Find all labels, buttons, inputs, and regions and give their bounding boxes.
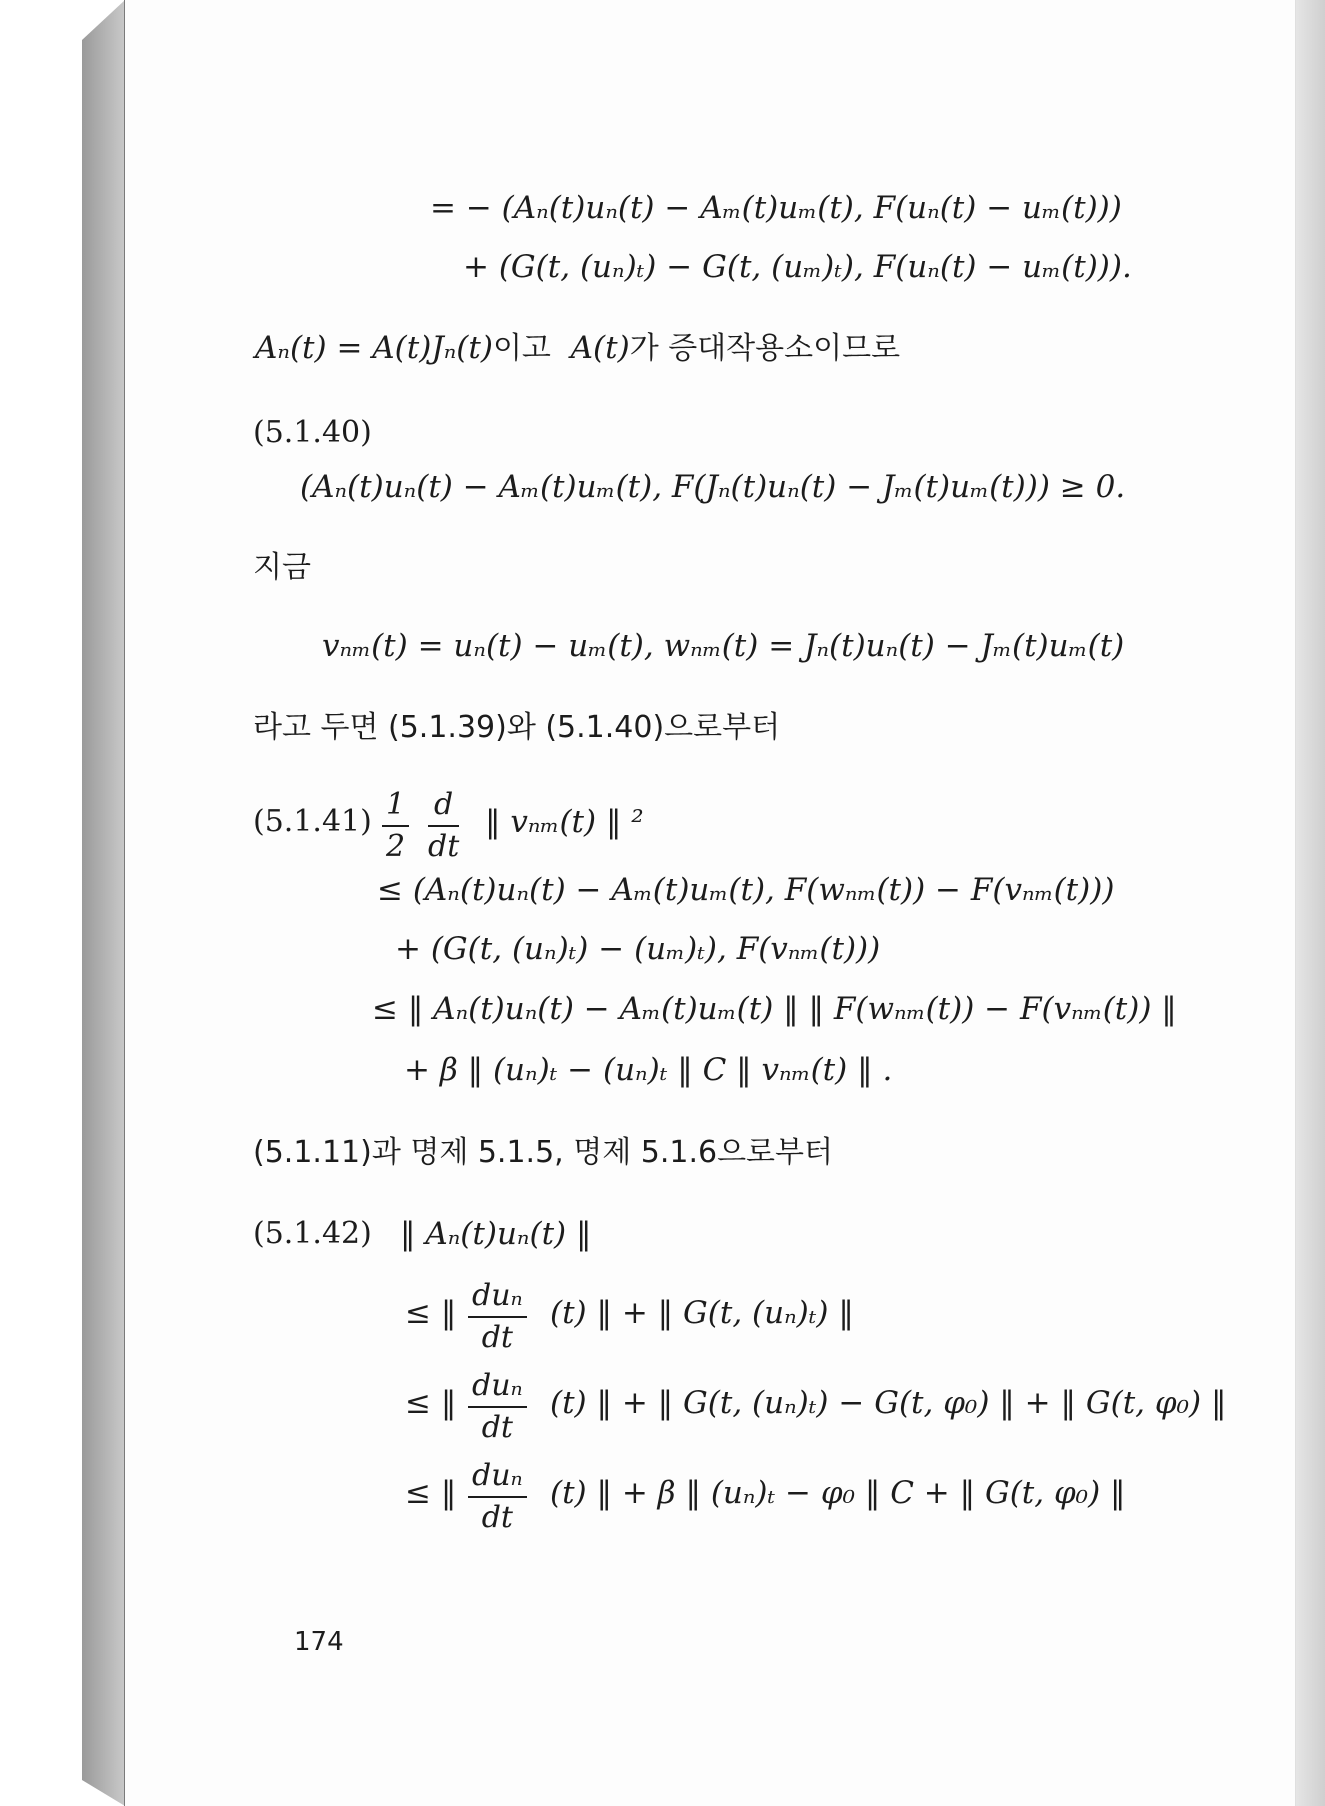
- equation-line: (t) ‖ + ‖ G(t, (uₙ)ₜ) ‖: [550, 1295, 854, 1331]
- korean-text: 가 증대작용소이므로: [629, 331, 901, 366]
- equation-number: (5.1.40): [253, 415, 372, 450]
- equation-line: ‖ Aₙ(t)uₙ(t) ‖: [400, 1216, 592, 1252]
- equation-number: (5.1.41): [253, 804, 372, 839]
- page-number: 174: [294, 1627, 344, 1657]
- inline-math: A(t): [570, 330, 630, 366]
- korean-text: 이고: [492, 331, 551, 366]
- fraction-one-half: 1 2: [382, 787, 409, 864]
- leq-norm: ≤ ‖: [405, 1475, 457, 1511]
- fraction-dun-dt: duₙ dt: [468, 1458, 527, 1535]
- equation-line: ‖ vₙₘ(t) ‖ ²: [485, 804, 644, 840]
- text-line: [255, 330, 901, 366]
- equation-line: (Aₙ(t)uₙ(t) − Aₘ(t)uₘ(t), F(Jₙ(t)uₙ(t) − Jₘ(t)uₘ(t))) ≥ 0.: [300, 469, 1126, 505]
- equation-line: vₙₘ(t) = uₙ(t) − uₘ(t), wₙₘ(t) = Jₙ(t)uₙ(t) − Jₘ(t)uₘ(t): [322, 628, 1125, 664]
- equation-line: + (G(t, (uₙ)ₜ) − (uₘ)ₜ), F(vₙₘ(t))): [395, 931, 881, 967]
- equation-line: (t) ‖ + ‖ G(t, (uₙ)ₜ) − G(t, φ₀) ‖ + ‖ G(t, φ₀) ‖: [550, 1385, 1227, 1421]
- equation-line: (t) ‖ + β ‖ (uₙ)ₜ − φ₀ ‖ C + ‖ G(t, φ₀) ‖: [550, 1475, 1126, 1511]
- equation-line: = − (Aₙ(t)uₙ(t) − Aₘ(t)uₘ(t), F(uₙ(t) − uₘ(t))): [430, 190, 1122, 226]
- equation-line: + β ‖ (uₙ)ₜ − (uₙ)ₜ ‖ C ‖ vₙₘ(t) ‖ .: [404, 1052, 893, 1088]
- leq-norm: ≤ ‖: [405, 1295, 457, 1331]
- equation-line: ≤ (Aₙ(t)uₙ(t) − Aₘ(t)uₘ(t), F(wₙₘ(t)) − F(vₙₘ(t))): [377, 872, 1115, 908]
- fraction-dun-dt: duₙ dt: [468, 1278, 527, 1355]
- text-line: 라고 두면 (5.1.39)와 (5.1.40)으로부터: [253, 710, 781, 745]
- equation-number: (5.1.42): [253, 1216, 372, 1251]
- fraction-dun-dt: duₙ dt: [468, 1368, 527, 1445]
- leq-norm: ≤ ‖: [405, 1385, 457, 1421]
- inline-math: Aₙ(t) = A(t)Jₙ(t): [255, 330, 493, 366]
- text-line: (5.1.11)과 명제 5.1.5, 명제 5.1.6으로부터: [253, 1135, 833, 1170]
- equation-line: + (G(t, (uₙ)ₜ) − G(t, (uₘ)ₜ), F(uₙ(t) − uₘ(t))).: [463, 249, 1132, 285]
- fraction-d-dt: d dt: [428, 787, 460, 864]
- text-line: 지금: [253, 550, 311, 585]
- equation-line: ≤ ‖ Aₙ(t)uₙ(t) − Aₘ(t)uₘ(t) ‖ ‖ F(wₙₘ(t)) − F(vₙₘ(t)) ‖: [372, 991, 1177, 1027]
